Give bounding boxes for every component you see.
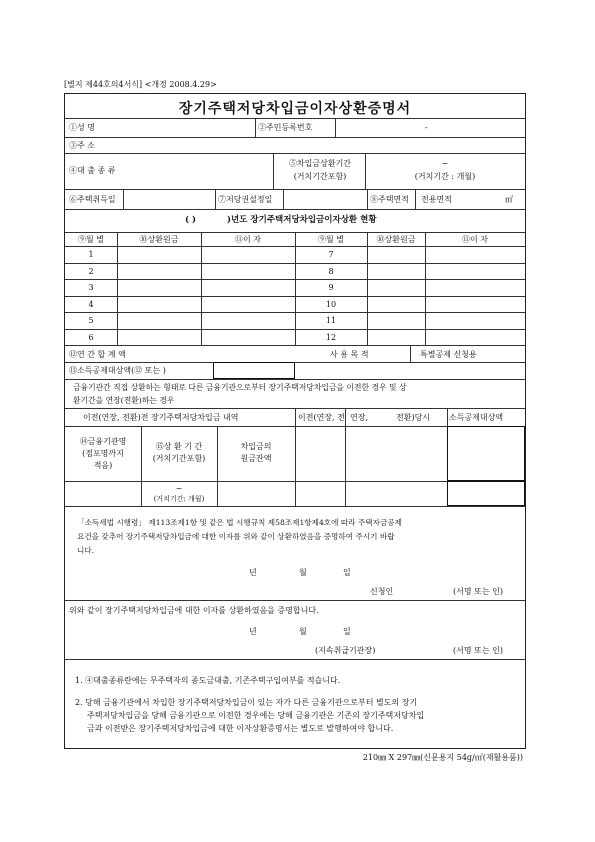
- table-header-cell: ⑨월 별: [78, 235, 104, 244]
- month-right: 7: [328, 250, 334, 259]
- area-unit: ㎡: [505, 195, 513, 204]
- table-col-divider: [425, 232, 426, 345]
- lender-tilde: ~: [175, 484, 183, 493]
- month-right: 12: [325, 332, 337, 342]
- loan-balance-label2: 원금잔액: [240, 454, 272, 463]
- law-text-line3: 니다.: [77, 546, 95, 555]
- transfer-note-line2: 환기간을 연장(전환)하는 경우: [73, 396, 175, 405]
- note-1: 1. ④대출종류란에는 무주택자의 종도금대출, 기존주택구입여부를 적습니다.: [75, 676, 341, 685]
- transfer-after-label: 이전(연장, 전: [298, 413, 345, 422]
- loan-type-label: ④대 출 종 류: [69, 166, 116, 175]
- certify-text: 위와 같이 장기주택저당차입금에 대한 이자를 상환하였음을 증명합니다.: [69, 606, 319, 615]
- month-left: 2: [88, 266, 94, 276]
- transfer-target-box: [447, 426, 525, 481]
- transfer-target-box-2: [447, 481, 525, 506]
- applicant-label: 신청인: [370, 587, 394, 596]
- table-col-divider: [295, 232, 296, 345]
- month-right: 9: [328, 283, 334, 292]
- date-day: 일: [343, 568, 351, 577]
- month-right: 10: [325, 299, 337, 309]
- law-text-line1: 「소득세법 시행령」 제113조제1항 및 같은 법 시행규칙 제58조제1항제4호에 따라 주택자금공제: [77, 518, 402, 527]
- loan-balance-label1: 차입금의: [240, 442, 272, 451]
- rrn-label: ②주민등록번호: [258, 123, 313, 132]
- table-col-divider: [201, 232, 202, 345]
- date-year: 년: [249, 568, 257, 577]
- note-2-line1: 2. 당해 금융기관에서 차입한 장기주택저당차입금이 있는 자가 다른 금융기관으로부터 별도의 장기: [75, 698, 418, 707]
- lender-name-label: ⑭금융기관명: [79, 437, 127, 446]
- institution-sign: (서명 또는 인): [453, 646, 503, 655]
- table-header-cell: ⑪이 자: [235, 235, 261, 244]
- table-header-cell: ⑨월 별: [318, 235, 344, 244]
- transfer-target-label: 소득공제대상액: [449, 413, 504, 422]
- month-left: 4: [88, 299, 94, 309]
- lender-period-label: ⑮상 환 기 간: [155, 442, 203, 451]
- rrn-dash: -: [425, 123, 428, 132]
- table-col-divider: [117, 232, 118, 345]
- lender-note-label: 적음): [93, 461, 113, 470]
- month-left: 6: [88, 332, 94, 342]
- law-text-line2: 요건을 갖추어 장기주택저당차입금에 대한 이자를 위와 같이 상환하였음을 증명하여 주시기 바랍: [77, 532, 395, 541]
- status-year-paren: ( ): [185, 215, 197, 225]
- transfer-conversion-label: 전환)당시: [396, 413, 431, 422]
- institution-head: (지속취급기관장): [315, 646, 376, 655]
- month-left: 1: [88, 250, 94, 259]
- table-header-cell: ⑩상환원금: [139, 235, 179, 244]
- repay-period-tilde: ~: [441, 159, 449, 168]
- transfer-note-line1: 금융기관간 직접 상환하는 형태로 다른 금융기관으로부터 장기주택저당차입금을 이전한 경우 및 상: [73, 383, 407, 392]
- repay-period-label: ⑤차입금상환기간: [288, 159, 352, 168]
- transfer-extension-label: 연장,: [350, 413, 368, 422]
- table-header-cell: ⑪이 자: [462, 235, 488, 244]
- house-area-label: ⑧주택면적: [370, 195, 409, 204]
- cert-date-month: 월: [299, 627, 307, 636]
- month-left: 3: [88, 283, 94, 292]
- paper-spec: 210㎜ X 297㎜(신문용지 54g/㎡(재활용품)): [362, 753, 523, 762]
- exclusive-area-label: 전용면적: [421, 195, 452, 204]
- deduction-target-box: [213, 362, 295, 379]
- table-row-divider: [65, 345, 525, 346]
- transfer-before-label: 이전(연장, 전환)전 장기주택저당차입금 내역: [83, 413, 239, 422]
- status-title: )년도 장기주택저당차입금이자상환 현황: [227, 215, 377, 225]
- annual-total-label: ⑫연 간 합 계 액: [69, 350, 126, 359]
- lender-period-sub: (거치기간포함): [152, 454, 206, 463]
- use-purpose-value: 특별공제 신청용: [420, 350, 477, 359]
- note-2-line3: 금과 이전받은 장기주택저당차입금에 대한 이자상환증명서는 별도로 발행하여야 합니다.: [87, 724, 394, 733]
- lender-grace: (거치기간: 개월): [153, 495, 205, 503]
- repay-period-sub: (거치기간포함): [293, 172, 347, 181]
- form-number-note: [별지 제44호의4서식] <개정 2008.4.29>: [64, 80, 217, 89]
- cert-date-year: 년: [249, 627, 257, 636]
- date-month: 월: [299, 568, 307, 577]
- table-header-cell: ⑩상환원금: [376, 235, 416, 244]
- form-title: 장기주택저당차입금이자상환증명서: [178, 101, 412, 117]
- mortgage-date-label: ⑦저당권설정일: [218, 195, 273, 204]
- month-right: 8: [328, 266, 334, 276]
- certificate-form: [64, 93, 526, 749]
- note-2-line2: 주택저당차입금을 당해 금융기관으로 이전한 경우에는 당해 금융기관은 기존의 장기주택저당차입: [87, 711, 425, 720]
- acquire-date-label: ⑥주택취득일: [69, 195, 116, 204]
- month-left: 5: [88, 316, 94, 325]
- table-col-divider: [367, 232, 368, 345]
- name-label: ①성 명: [69, 123, 95, 132]
- lender-branch-label: (점포명까지: [82, 449, 124, 458]
- applicant-sign: (서명 또는 인): [453, 587, 503, 596]
- grace-period-value: (거치기간 : 개월): [414, 172, 476, 181]
- cert-date-day: 일: [343, 627, 351, 636]
- use-purpose-label: 사 용 목 적: [330, 350, 369, 359]
- address-label: ③주 소: [69, 141, 95, 150]
- month-right: 11: [325, 316, 337, 325]
- deduction-target-label: ⑬소득공제대상액(⑫ 또는 ): [69, 366, 166, 375]
